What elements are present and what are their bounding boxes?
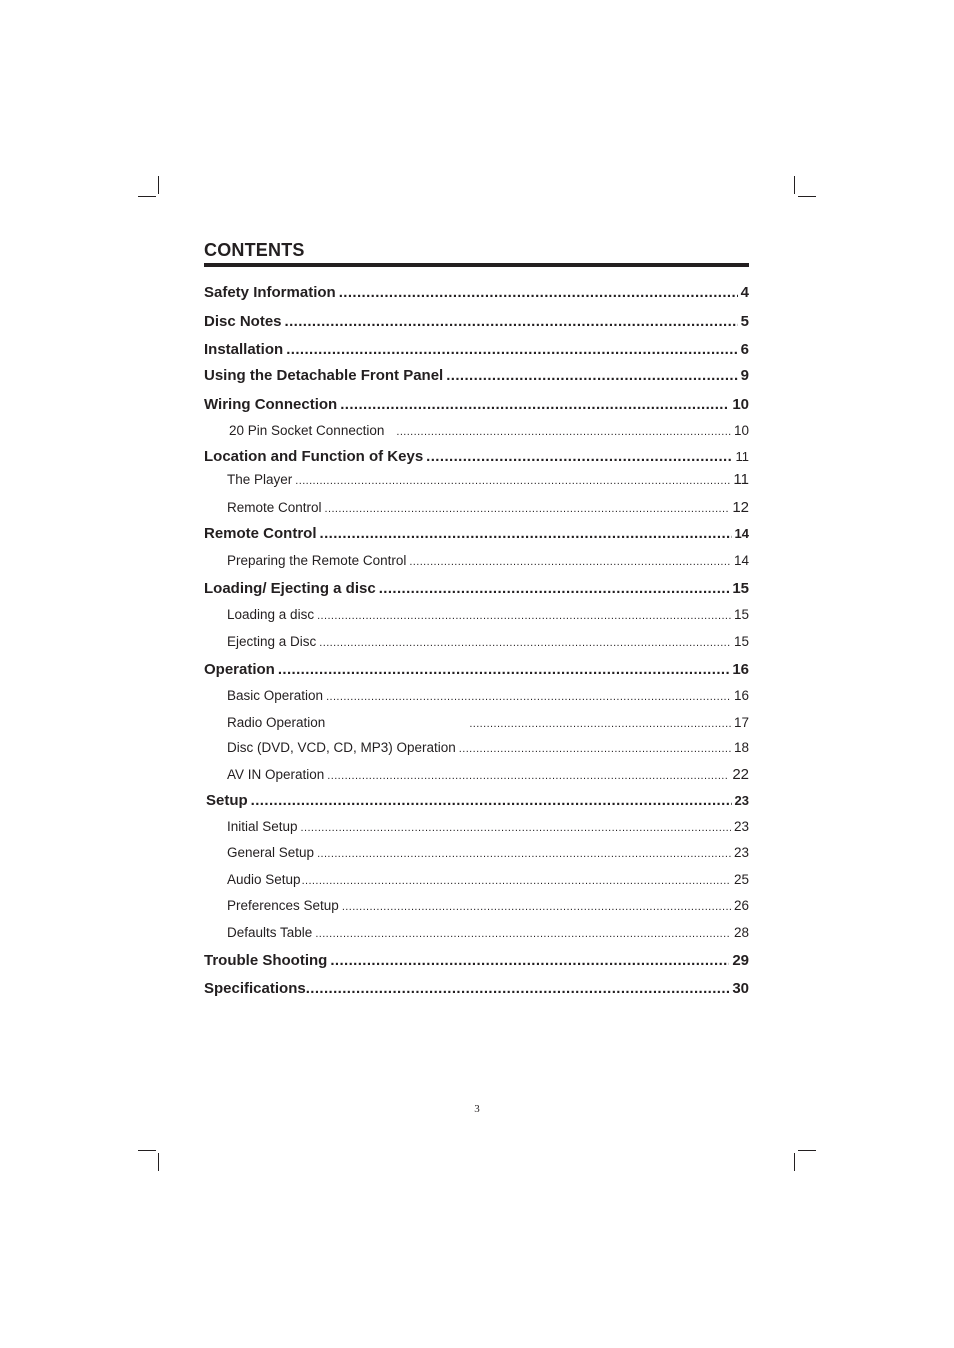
toc-leader bbox=[315, 925, 731, 940]
toc-leader bbox=[325, 500, 730, 515]
toc-entry-label: Remote Control bbox=[204, 525, 317, 542]
crop-mark-top-left-vertical bbox=[158, 176, 159, 194]
toc-leader bbox=[319, 634, 731, 649]
toc-entry-label: Radio Operation bbox=[227, 715, 326, 730]
page-number: 3 bbox=[474, 1103, 480, 1115]
toc-entry-label: Ejecting a Disc bbox=[227, 634, 317, 649]
toc-subentry[interactable] bbox=[227, 471, 749, 491]
toc-entry[interactable] bbox=[206, 792, 749, 812]
toc-entry-page: 25 bbox=[733, 872, 749, 887]
toc-entry[interactable] bbox=[204, 396, 749, 416]
toc-entry-label: Using the Detachable Front Panel bbox=[204, 367, 444, 384]
crop-mark-top-right-vertical bbox=[794, 176, 795, 194]
crop-mark-bottom-right-horizontal bbox=[798, 1150, 816, 1151]
toc-entry-label: Trouble Shooting bbox=[204, 952, 328, 969]
page-title: CONTENTS bbox=[204, 240, 305, 260]
toc-entry-label: Location and Function of Keys bbox=[204, 448, 424, 465]
toc-subentry[interactable] bbox=[227, 715, 749, 735]
toc-leader bbox=[317, 607, 731, 622]
toc-subentry[interactable] bbox=[227, 499, 749, 519]
toc-leader bbox=[409, 553, 731, 568]
toc-leader bbox=[396, 423, 731, 438]
toc-entry-page: 16 bbox=[732, 661, 749, 678]
toc-subentry[interactable] bbox=[227, 740, 749, 760]
toc-entry[interactable] bbox=[204, 952, 749, 972]
toc-leader bbox=[301, 819, 731, 834]
toc-entry[interactable] bbox=[204, 980, 749, 1000]
toc-entry-label: AV IN Operation bbox=[227, 767, 325, 782]
toc-leader bbox=[317, 845, 731, 860]
toc-entry-page: 23 bbox=[733, 819, 749, 834]
toc-entry-page: 10 bbox=[732, 396, 749, 413]
toc-leader bbox=[285, 313, 738, 330]
toc-entry-label: Specifications bbox=[204, 980, 306, 997]
toc-entry-page: 22 bbox=[732, 766, 749, 783]
toc-entry-label: Setup bbox=[206, 792, 248, 809]
toc-subentry[interactable] bbox=[227, 553, 749, 573]
toc-leader bbox=[340, 396, 729, 413]
toc-subentry[interactable] bbox=[229, 423, 749, 443]
toc-subentry[interactable] bbox=[227, 607, 749, 627]
title-rule bbox=[204, 263, 749, 267]
toc-entry-page: 28 bbox=[733, 925, 749, 940]
toc-subentry[interactable] bbox=[227, 688, 749, 708]
toc-entry-page: 15 bbox=[733, 634, 749, 649]
toc-entry-page: 29 bbox=[732, 952, 749, 969]
toc-entry-page: 16 bbox=[733, 688, 749, 703]
toc-subentry[interactable] bbox=[227, 872, 749, 892]
toc-entry[interactable] bbox=[204, 313, 749, 333]
toc-entry-label: Loading/ Ejecting a disc bbox=[204, 580, 376, 597]
toc-entry-label: Audio Setup bbox=[227, 872, 301, 887]
toc-leader bbox=[339, 284, 738, 301]
toc-leader bbox=[278, 661, 729, 678]
toc-entry-page: 30 bbox=[732, 980, 749, 997]
toc-entry-label: Loading a disc bbox=[227, 607, 315, 622]
toc-leader bbox=[330, 952, 729, 969]
toc-leader bbox=[251, 792, 732, 809]
toc-entry-label: Wiring Connection bbox=[204, 396, 338, 413]
toc-entry-label: Initial Setup bbox=[227, 819, 298, 834]
toc-entry-page: 15 bbox=[732, 580, 749, 597]
toc-leader bbox=[286, 341, 737, 358]
toc-leader bbox=[459, 740, 731, 755]
toc-entry-label: Preferences Setup bbox=[227, 898, 339, 913]
toc-leader bbox=[295, 472, 730, 487]
toc-entry-label: Safety Information bbox=[204, 284, 336, 301]
toc-entry-label: Disc (DVD, VCD, CD, MP3) Operation bbox=[227, 740, 456, 755]
toc-subentry[interactable] bbox=[227, 634, 749, 654]
toc-entry-label: Installation bbox=[204, 341, 284, 358]
toc-leader bbox=[327, 767, 729, 782]
toc-entry-label: Preparing the Remote Control bbox=[227, 553, 407, 568]
toc-leader bbox=[326, 688, 731, 703]
crop-mark-top-left-horizontal bbox=[138, 196, 156, 197]
toc-entry-label: 20 Pin Socket Connection bbox=[229, 423, 385, 438]
toc-leader bbox=[446, 367, 737, 384]
toc-entry-page: 11 bbox=[733, 471, 749, 488]
toc-entry[interactable] bbox=[204, 284, 749, 304]
toc-entry-page: 23 bbox=[734, 793, 749, 808]
toc-entry-label: Basic Operation bbox=[227, 688, 324, 703]
toc-entry-page: 17 bbox=[733, 715, 749, 730]
toc-leader bbox=[302, 872, 731, 887]
toc-entry-page: 23 bbox=[733, 845, 749, 860]
toc-entry[interactable] bbox=[204, 580, 749, 600]
toc-entry-page: 9 bbox=[740, 367, 749, 384]
toc-leader bbox=[469, 715, 731, 730]
toc-entry-label: Defaults Table bbox=[227, 925, 313, 940]
toc-entry-page: 14 bbox=[733, 553, 749, 568]
toc-entry-page: 4 bbox=[740, 284, 749, 301]
crop-mark-bottom-left-vertical bbox=[158, 1153, 159, 1171]
toc-leader bbox=[306, 980, 730, 997]
toc-leader bbox=[320, 525, 732, 542]
toc-entry-label: General Setup bbox=[227, 845, 315, 860]
crop-mark-bottom-left-horizontal bbox=[138, 1150, 156, 1151]
toc-entry-page: 10 bbox=[733, 423, 749, 438]
toc-entry[interactable] bbox=[204, 525, 749, 545]
toc-leader bbox=[379, 580, 730, 597]
toc-entry[interactable] bbox=[204, 661, 749, 681]
toc-leader bbox=[426, 448, 732, 465]
toc-entry-page: 15 bbox=[733, 607, 749, 622]
toc-entry-page: 12 bbox=[732, 499, 749, 516]
toc-entry[interactable] bbox=[204, 367, 749, 387]
toc-subentry[interactable] bbox=[227, 898, 749, 918]
toc-entry[interactable] bbox=[204, 341, 749, 361]
toc-subentry[interactable] bbox=[227, 819, 749, 839]
toc-entry-page: 18 bbox=[733, 740, 749, 755]
toc-subentry[interactable] bbox=[227, 766, 749, 786]
toc-entry-page: 5 bbox=[740, 313, 749, 330]
toc-entry-page: 14 bbox=[734, 526, 749, 541]
toc-entry-label: Remote Control bbox=[227, 500, 322, 515]
toc-entry-label: The Player bbox=[227, 472, 293, 487]
toc-entry-label: Operation bbox=[204, 661, 275, 678]
crop-mark-top-right-horizontal bbox=[798, 196, 816, 197]
toc-subentry[interactable] bbox=[227, 845, 749, 865]
toc-subentry[interactable] bbox=[227, 925, 749, 945]
toc-entry[interactable] bbox=[204, 448, 749, 468]
crop-mark-bottom-right-vertical bbox=[794, 1153, 795, 1171]
toc-leader bbox=[342, 898, 731, 913]
toc-entry-page: 6 bbox=[740, 341, 749, 358]
toc-entry-page: 26 bbox=[733, 898, 749, 913]
toc-entry-label: Disc Notes bbox=[204, 313, 282, 330]
toc-entry-page: 11 bbox=[735, 449, 749, 464]
